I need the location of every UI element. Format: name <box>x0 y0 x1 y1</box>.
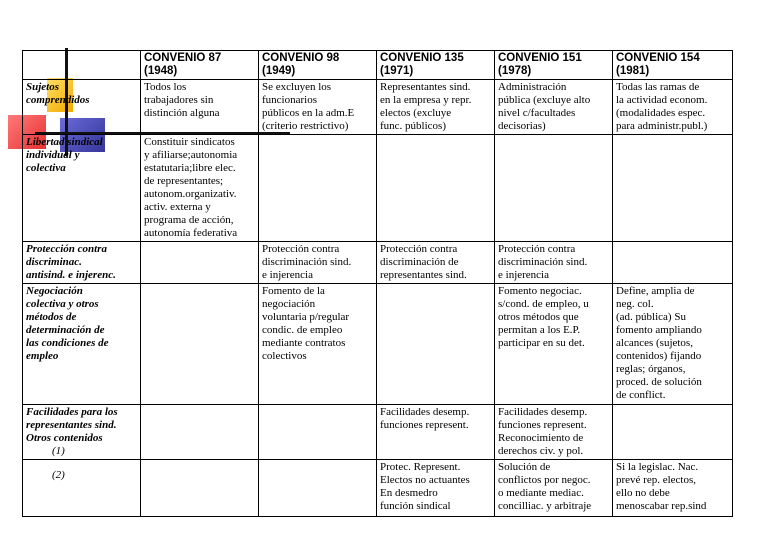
header-convenio-87: CONVENIO 87 (1948) <box>141 51 259 80</box>
table-cell: Todos los trabajadores sin distinción alguna <box>141 80 259 135</box>
table-cell: Protección contra discriminación de representantes sind. <box>377 242 495 284</box>
table-cell: Se excluyen los funcionarios públicos en la adm.E (criterio restrictivo) <box>259 80 377 135</box>
corner-cell <box>23 51 141 80</box>
table-cell <box>613 405 733 460</box>
header-convenio-135: CONVENIO 135 (1971) <box>377 51 495 80</box>
table-cell <box>141 242 259 284</box>
row-sublabel: (2) <box>52 469 65 481</box>
row-sublabel: (1) <box>52 445 65 457</box>
header-convenio-154: CONVENIO 154 (1981) <box>613 51 733 80</box>
table-cell: Solución de conflictos por negoc. o mediante mediac. concilliac. y arbitraje <box>495 460 613 517</box>
table-cell <box>613 242 733 284</box>
table-cell <box>259 460 377 517</box>
row-otros-contenidos <box>23 460 733 517</box>
conventions-table <box>22 50 733 517</box>
row-negociacion <box>23 284 733 405</box>
row-libertad-sindical <box>23 135 733 242</box>
row-sujetos <box>23 80 733 135</box>
table-cell: Protec. Represent. Electos no actuantes En desmedro función sindical <box>377 460 495 517</box>
table-cell: Protección contra discriminación sind. e injerencia <box>495 242 613 284</box>
table-cell <box>141 284 259 405</box>
table-cell <box>495 135 613 242</box>
row-label: Negociación colectiva y otros métodos de determinación de las condiciones de empleo <box>23 284 141 405</box>
table-cell <box>141 460 259 517</box>
table-cell <box>259 135 377 242</box>
row-label: Sujetos comprendidos <box>23 80 141 135</box>
table-cell <box>377 135 495 242</box>
header-convenio-151: CONVENIO 151 (1978) <box>495 51 613 80</box>
table-cell <box>141 405 259 460</box>
table-cell: Facilidades desemp. funciones represent. <box>377 405 495 460</box>
table-cell <box>259 405 377 460</box>
table-cell <box>377 284 495 405</box>
row-facilidades <box>23 405 733 460</box>
table-cell: Administración pública (excluye alto nivel c/facultades decisorias) <box>495 80 613 135</box>
table-cell: Protección contra discriminación sind. e injerencia <box>259 242 377 284</box>
row-label: Facilidades para los representantes sind. Otros contenidos <box>26 406 118 444</box>
table-cell: Si la legislac. Nac. prevé rep. electos, ello no debe menoscabar rep.sind <box>613 460 733 517</box>
row-label-cell <box>23 460 141 517</box>
row-label: Libertad sindical individual y colectiva <box>23 135 141 242</box>
table-cell: Constituir sindicatos y afiliarse;autonomia estatutaria;libre elec. de representantes; autonom.organizativ. activ. externa y programa de acción, autonomía federativa <box>141 135 259 242</box>
table-cell: Fomento negociac. s/cond. de empleo, u otros métodos que permitan a los E.P. participar en su det. <box>495 284 613 405</box>
table-cell: Fomento de la negociación voluntaria p/regular condic. de empleo mediante contratos colectivos <box>259 284 377 405</box>
header-convenio-98: CONVENIO 98 (1949) <box>259 51 377 80</box>
table-cell <box>613 135 733 242</box>
table-cell: Representantes sind. en la empresa y repr. electos (excluye func. públicos) <box>377 80 495 135</box>
table-cell: Define, amplia de neg. col. (ad. pública) Su fomento ampliando alcances (sujetos, contenidos) fijando reglas; órganos, proced. de solución de conflict. <box>613 284 733 405</box>
row-proteccion <box>23 242 733 284</box>
row-label-cell <box>23 405 141 460</box>
table-cell: Todas las ramas de la actividad econom. (modalidades espec. para administr.publ.) <box>613 80 733 135</box>
row-label: Protección contra discriminac. antisind. e injerenc. <box>23 242 141 284</box>
header-row <box>23 51 733 80</box>
table-cell: Facilidades desemp. funciones represent. Reconocimiento de derechos civ. y pol. <box>495 405 613 460</box>
